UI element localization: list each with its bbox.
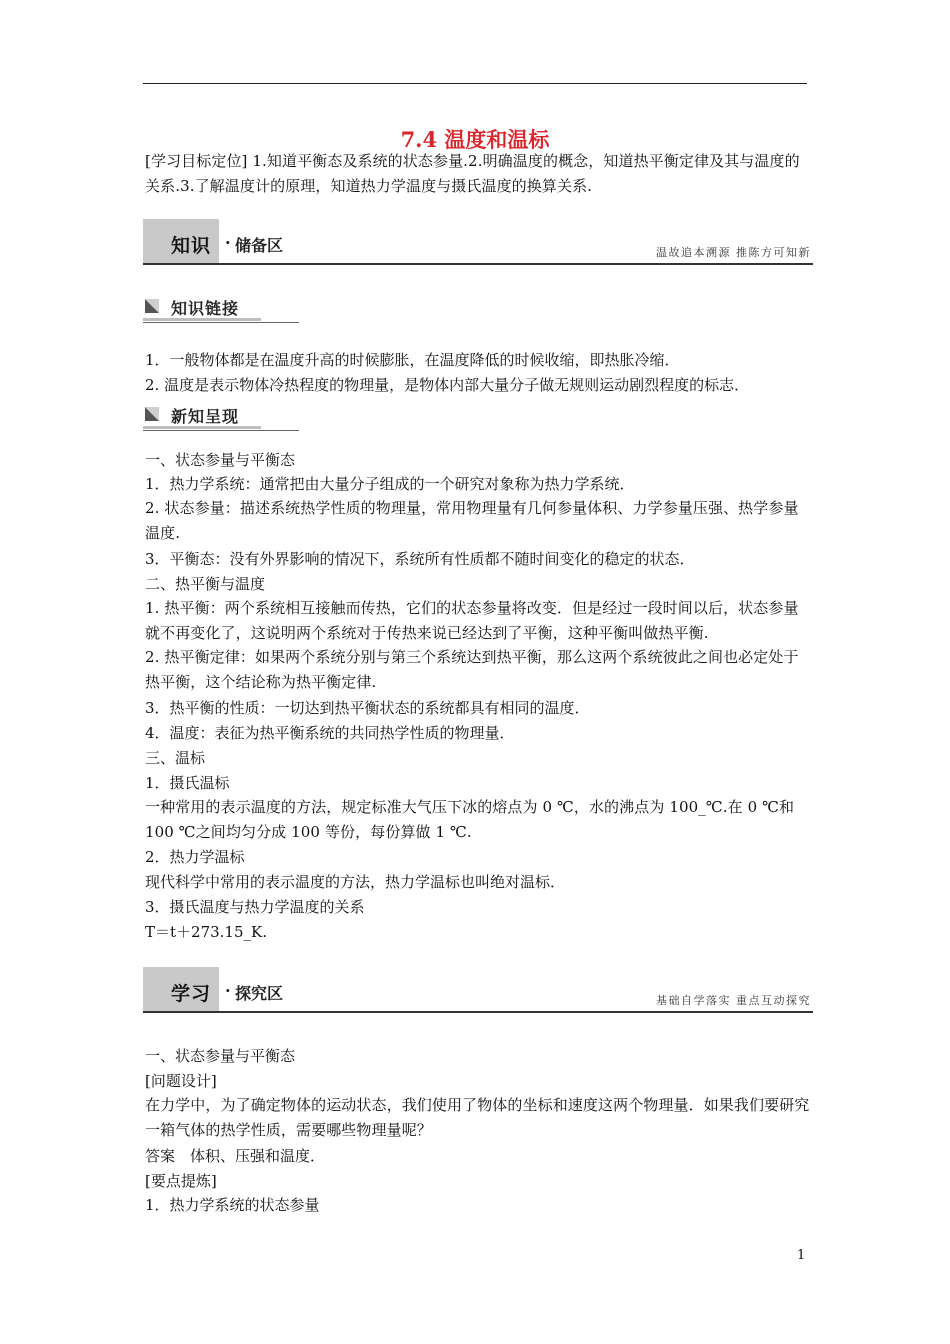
subsection-heading: 3．摄氏温度与热力学温度的关系	[145, 898, 365, 916]
subhead-rule-thick	[143, 426, 261, 429]
subhead-label: 新知呈现	[171, 407, 240, 426]
banner-dot: ·	[225, 233, 231, 252]
paragraph: 3．平衡态：没有外界影响的情况下，系统所有性质都不随时间变化的稳定的状态．	[145, 550, 695, 568]
section-banner-knowledge	[143, 219, 813, 265]
formula: T＝t＋273.15_K.	[145, 923, 267, 941]
corner-triangle-icon	[145, 407, 159, 421]
section-banner-explore	[143, 967, 813, 1013]
section-heading: 一、状态参量与平衡态	[145, 1047, 296, 1065]
problem-label: [问题设计]	[145, 1072, 217, 1090]
subhead-label: 知识链接	[171, 299, 240, 318]
key-points-label: [要点提炼]	[145, 1172, 217, 1190]
banner-subtitle: 储备区	[235, 236, 284, 255]
page-title: 7.4 温度和温标	[400, 127, 550, 152]
corner-triangle-icon	[145, 299, 159, 313]
paragraph: 2. 热平衡定律：如果两个系统分别与第三个系统达到热平衡，那么这两个系统彼此之间也必定处于热平衡，这个结论称为热平衡定律.	[145, 648, 799, 691]
paragraph: 2. 状态参量：描述系统热学性质的物理量，常用物理量有几何参量体积、力学参量压强、热学参量温度.	[145, 499, 799, 542]
banner-dot: ·	[225, 981, 231, 1000]
paragraph: 4．温度：表征为热平衡系统的共同热学性质的物理量．	[145, 724, 515, 742]
subhead-rule-thick	[143, 318, 261, 321]
subhead-rule-thin	[143, 322, 299, 323]
subsection-heading: 1．摄氏温标	[145, 774, 230, 792]
banner-rule	[143, 1011, 813, 1013]
banner-title: 学习	[171, 983, 212, 1005]
paragraph: 1．热力学系统的状态参量	[145, 1196, 320, 1214]
paragraph: 3．热平衡的性质：一切达到热平衡状态的系统都具有相同的温度．	[145, 699, 590, 717]
paragraph: 现代科学中常用的表示温度的方法，热力学温标也叫绝对温标．	[145, 873, 566, 891]
banner-motto: 基础自学落实 重点互动探究	[656, 994, 811, 1007]
section-heading: 二、热平衡与温度	[145, 575, 266, 593]
banner-motto: 温故追本溯源 推陈方可知新	[656, 246, 811, 259]
answer: 答案 体积、压强和温度．	[145, 1147, 326, 1165]
section-heading: 一、状态参量与平衡态	[145, 451, 296, 469]
page-number: 1	[797, 1248, 806, 1263]
header-rule	[143, 83, 807, 84]
banner-rule	[143, 263, 813, 265]
subhead-knowledge-links	[143, 296, 299, 322]
subsection-heading: 2．热力学温标	[145, 848, 245, 866]
section-heading: 三、温标	[145, 749, 206, 767]
banner-subtitle: 探究区	[235, 984, 284, 1003]
learning-objectives: [学习目标定位] 1.知道平衡态及系统的状态参量.2.明确温度的概念，知道热平衡定律及其与温度的关系.3.了解温度计的原理，知道热力学温度与摄氏温度的换算关系.	[145, 152, 800, 195]
paragraph: 1．热力学系统：通常把由大量分子组成的一个研究对象称为热力学系统．	[145, 475, 635, 493]
banner-title: 知识	[171, 235, 212, 257]
paragraph: 在力学中，为了确定物体的运动状态，我们使用了物体的坐标和速度这两个物理量．如果我们要研究一箱气体的热学性质，需要哪些物理量呢？	[145, 1096, 810, 1139]
paragraph: 1. 热平衡：两个系统相互接触而传热，它们的状态参量将改变．但是经过一段时间以后，状态参量就不再变化了，这说明两个系统对于传热来说已经达到了平衡，这种平衡叫做热平衡.	[145, 599, 799, 642]
subhead-rule-thin	[143, 430, 299, 431]
link-item-1: 1．一般物体都是在温度升高的时候膨胀，在温度降低的时候收缩，即热胀冷缩．	[145, 351, 680, 369]
link-item-2: 2. 温度是表示物体冷热程度的物理量，是物体内部大量分子做无规则运动剧烈程度的标志．	[145, 376, 750, 394]
paragraph: 一种常用的表示温度的方法，规定标准大气压下冰的熔点为 0 ℃，水的沸点为 100_℃.在 0 ℃和 100 ℃之间均匀分成 100 等份，每份算做 1 ℃.	[145, 798, 795, 841]
subhead-new-knowledge	[143, 404, 299, 430]
